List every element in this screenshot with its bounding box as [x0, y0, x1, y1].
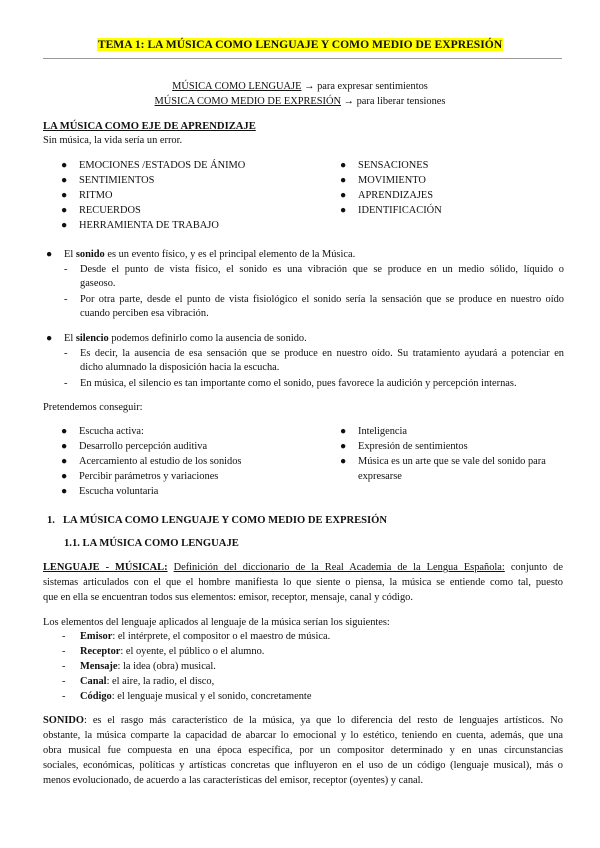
list-item: [62, 689, 330, 704]
dash-icon: -: [62, 646, 66, 657]
sonido-text: : es el rasgo más característico de la música, ya que lo diferencia del resto de lenguajes artísticos. No: [84, 715, 563, 726]
list-item: [61, 158, 245, 173]
arrow-icon: →: [304, 81, 315, 92]
bullet-icon: ●: [340, 175, 347, 186]
sonido-paragraph-line-5: menos evolucionado, de acuerdo a las características del emisor, receptor (oyentes) y canal.: [43, 775, 424, 786]
dash-icon: -: [64, 378, 68, 389]
intro-term: MÚSICA COMO MEDIO DE EXPRESIÓN: [154, 96, 341, 107]
definition-line-2: sistemas articulados con el que el hombre manifiesta lo que siente o piensa, la música se entiende como tal, puesto: [43, 577, 563, 588]
sonido-label: SONIDO: [43, 715, 84, 726]
section-heading-eje: LA MÚSICA COMO EJE DE APRENDIZAJE: [43, 121, 256, 132]
eje-list-right: [340, 158, 442, 218]
sonido-sub-1-line-2: gaseoso.: [80, 278, 116, 289]
element-desc: : el oyente, el público o el alumno.: [120, 646, 265, 657]
definition-line-1: [43, 560, 563, 575]
intro-line-1: [0, 79, 600, 94]
silencio-sub-1-line-1: Es decir, la ausencia de esa sensación que se produce en nuestro oído. Su tratamiento ayudará a potenciar en: [80, 348, 564, 359]
dash-icon: -: [62, 631, 66, 642]
statement-post: es un evento físico, y es el principal elemento de la Música.: [104, 249, 356, 260]
section-subtitle: Sin música, la vida sería un error.: [43, 135, 183, 146]
goals-list-left: [61, 424, 241, 499]
intro-desc: para expresar sentimientos: [317, 81, 428, 92]
sonido-statement: [46, 247, 355, 262]
list-item: [340, 173, 442, 188]
list-item: [340, 424, 546, 439]
bullet-icon: ●: [61, 486, 68, 497]
list-item-text: SENTIMIENTOS: [79, 175, 155, 186]
list-item-text: Música es un arte que se vale del sonido para: [358, 456, 546, 467]
definition-label: LENGUAJE - MÚSICAL:: [43, 562, 168, 573]
sonido-paragraph-line-2: obstante, la música comparte la capacidad de abarcar lo emocional y lo estético, teniendo en cuenta, además, que una: [43, 730, 563, 741]
dash-icon: -: [62, 661, 66, 672]
eje-list-left: [61, 158, 245, 233]
element-term: Mensaje: [80, 661, 118, 672]
title-divider: [43, 58, 562, 59]
intro-desc: para liberar tensiones: [356, 96, 446, 107]
element-desc: : la idea (obra) musical.: [117, 661, 216, 672]
sonido-sub-2-line-2: cuando perciben esa vibración.: [80, 308, 209, 319]
bullet-icon: ●: [46, 249, 53, 260]
list-item: [340, 203, 442, 218]
element-term: Receptor: [80, 646, 121, 657]
definition-source: Definición del diccionario de la Real Academia de la Lengua Española:: [173, 562, 505, 573]
list-item: [340, 439, 546, 454]
list-item: [61, 173, 245, 188]
bullet-icon: ●: [61, 426, 68, 437]
dash-icon: -: [62, 676, 66, 687]
element-desc: : el intérprete, el compositor o el maestro de música.: [112, 631, 331, 642]
bullet-icon: ●: [340, 190, 347, 201]
bullet-icon: ●: [340, 456, 347, 467]
element-term: Canal: [80, 676, 107, 687]
list-item: [61, 439, 241, 454]
list-item: [61, 454, 241, 469]
statement-pre: El: [64, 249, 76, 260]
sonido-paragraph-line-3: obra musical fue compuesta en una época específica, por un compositor determinado y en unas circunstancias: [43, 745, 563, 756]
list-item-text: Escucha activa:: [79, 426, 144, 437]
list-item: [61, 188, 245, 203]
list-item: [62, 659, 330, 674]
bullet-icon: ●: [61, 205, 68, 216]
sonido-sub-2-line-1: Por otra parte, desde el punto de vista fisiológico el sonido sería la sensación que se produce en nuestro oído: [80, 294, 564, 305]
bullet-icon: ●: [61, 160, 68, 171]
statement-pre: El: [64, 333, 76, 344]
bullet-icon: ●: [340, 160, 347, 171]
goals-list-right: [340, 424, 546, 484]
bullet-icon: ●: [46, 333, 53, 344]
bullet-icon: ●: [61, 175, 68, 186]
list-item-text: EMOCIONES /ESTADOS DE ÁNIMO: [79, 160, 246, 171]
list-item-text: APRENDIZAJES: [358, 190, 434, 201]
list-item-text: Escucha voluntaria: [79, 486, 159, 497]
bullet-icon: ●: [340, 205, 347, 216]
list-item-text: RECUERDOS: [79, 205, 141, 216]
bullet-icon: ●: [61, 471, 68, 482]
bullet-icon: ●: [61, 441, 68, 452]
section-1-heading: [47, 513, 387, 528]
term-silencio: silencio: [75, 333, 109, 344]
list-item-text: HERRAMIENTA DE TRABAJO: [79, 220, 219, 231]
sonido-sub-1-line-1: Desde el punto de vista físico, el sonido es una vibración que se produce en un medio sólido, líquido o: [80, 264, 564, 275]
dash-icon: -: [64, 348, 68, 359]
intro-term: MÚSICA COMO LENGUAJE: [172, 81, 302, 92]
list-item-text: Acercamiento al estudio de los sonidos: [79, 456, 242, 467]
bullet-icon: ●: [61, 220, 68, 231]
list-item: [340, 454, 546, 469]
arrow-icon: →: [343, 96, 354, 107]
silencio-sub-1-line-2: dicho alumnado la disposición hacia la escucha.: [80, 362, 280, 373]
list-item-text: SENSACIONES: [358, 160, 429, 171]
statement-post: podemos definirlo como la ausencia de sonido.: [108, 333, 307, 344]
list-item-continuation: expresarse: [358, 471, 402, 482]
dash-icon: -: [64, 264, 68, 275]
bullet-icon: ●: [61, 456, 68, 467]
list-item: [62, 644, 330, 659]
list-item-text: Desarrollo percepción auditiva: [79, 441, 208, 452]
bullet-icon: ●: [61, 190, 68, 201]
list-item: [61, 469, 241, 484]
subsection-1-1-heading: [64, 536, 239, 551]
list-item: [340, 158, 442, 173]
silencio-sub-2-line-1: En música, el silencio es tan importante como el sonido, pues favorece la audición y percepción internas.: [80, 378, 517, 389]
list-item: [61, 484, 241, 499]
element-desc: : el aire, la radio, el disco,: [106, 676, 215, 687]
list-item-text: RITMO: [79, 190, 113, 201]
element-term: Emisor: [80, 631, 113, 642]
page-title-text: TEMA 1: LA MÚSICA COMO LENGUAJE Y COMO MEDIO DE EXPRESIÓN: [97, 38, 503, 51]
list-item-text: Percibir parámetros y variaciones: [79, 471, 219, 482]
sonido-paragraph-line-1: [43, 713, 563, 728]
list-item: [61, 424, 241, 439]
subsection-title: LA MÚSICA COMO LENGUAJE: [82, 538, 239, 549]
bullet-icon: ●: [340, 426, 347, 437]
definition-text: conjunto de: [504, 562, 563, 573]
list-item-text: Expresión de sentimientos: [358, 441, 468, 452]
goals-intro: Pretendemos conseguir:: [43, 402, 143, 413]
element-term: Código: [80, 691, 112, 702]
element-desc: : el lenguaje musical y el sonido, concretamente: [111, 691, 312, 702]
list-item: [62, 674, 330, 689]
elements-list: [62, 629, 330, 704]
list-item-text: IDENTIFICACIÓN: [358, 205, 442, 216]
elements-intro: Los elementos del lenguaje aplicados al lenguaje de la música serían los siguientes:: [43, 617, 390, 628]
silencio-statement: [46, 331, 307, 346]
dash-icon: -: [62, 691, 66, 702]
list-item: [61, 218, 245, 233]
list-item: [340, 188, 442, 203]
intro-line-2: [0, 94, 600, 109]
list-item: [61, 203, 245, 218]
section-title: LA MÚSICA COMO LENGUAJE Y COMO MEDIO DE EXPRESIÓN: [62, 515, 388, 526]
section-number: 1.: [47, 515, 55, 526]
bullet-icon: ●: [340, 441, 347, 452]
list-item-text: MOVIMIENTO: [358, 175, 426, 186]
dash-icon: -: [64, 294, 68, 305]
list-item-text: Inteligencia: [358, 426, 408, 437]
page-title: [0, 38, 600, 51]
subsection-number: 1.1.: [64, 538, 80, 549]
list-item: [62, 629, 330, 644]
term-sonido: sonido: [75, 249, 105, 260]
sonido-paragraph-line-4: sociales, económicas, políticas y artísticas concretas que influyeron en el uso de un código (lenguaje musical), más o: [43, 760, 563, 771]
definition-line-3: que en ella se encuentran todos sus elementos: emisor, receptor, mensaje, canal y código.: [43, 592, 413, 603]
